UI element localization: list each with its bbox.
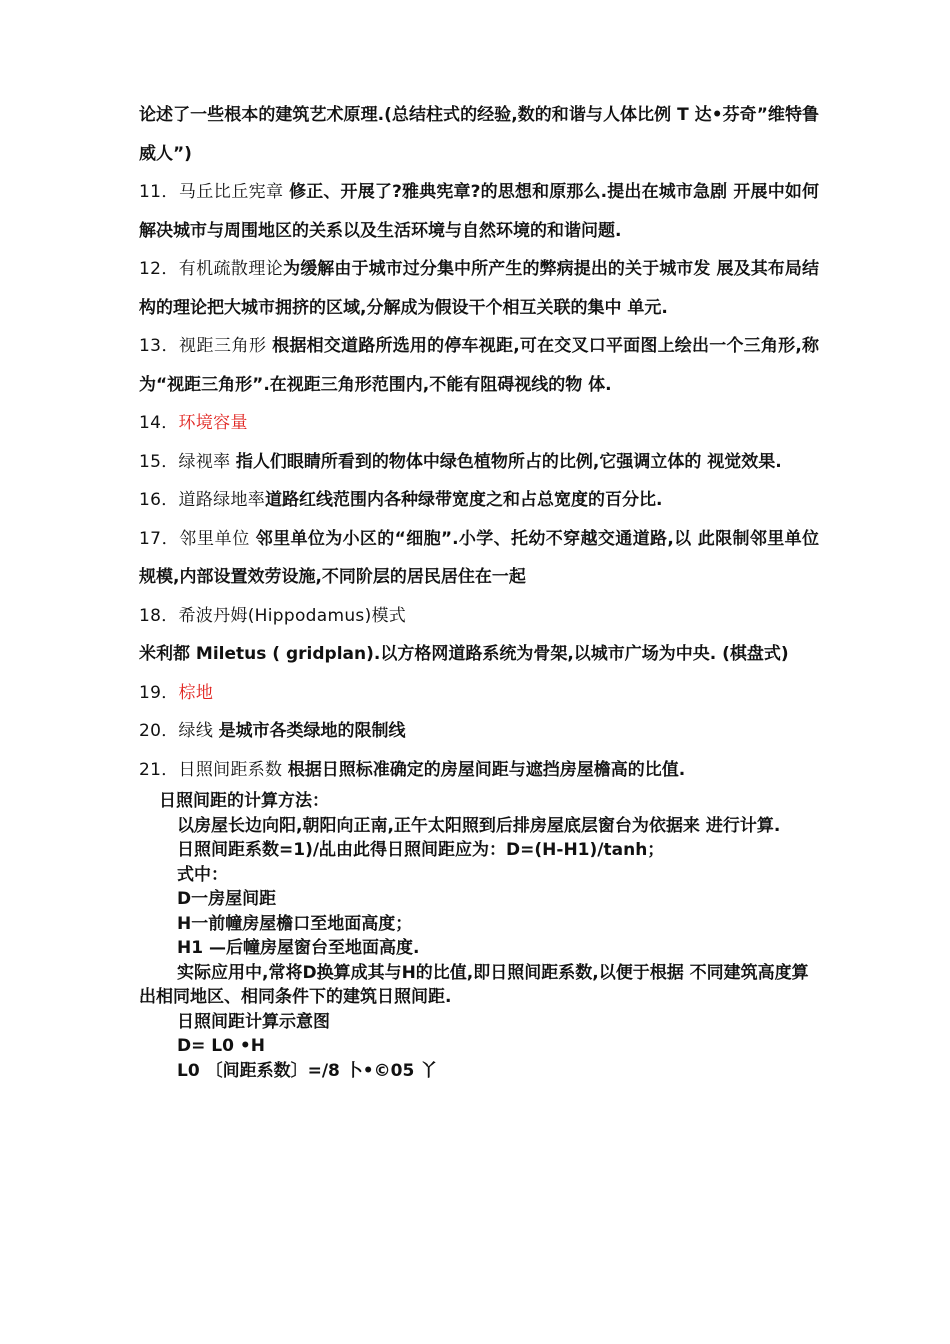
entry-number: 18 xyxy=(139,605,162,626)
entry-definition: 是城市各类绿地的限制线 xyxy=(218,721,406,741)
entry-term: 有机疏散理论 xyxy=(178,259,284,279)
entry-definition: 根据相交道路所选用的停车视距,可在交叉口平面图上绘出一个三角形,称为“视距三角形”.在视距三角形范围内,不能有阻碍视线的物 体. xyxy=(139,336,819,395)
entry-number: 21 xyxy=(139,759,162,780)
entry-number: 15 xyxy=(139,451,162,472)
entry-number: 16 xyxy=(139,490,162,510)
calc-paragraph-2: 实际应用中,常将D换算成其与H的比值,即日照间距系数,以便于根据 不同建筑高度算出相同地区、相同条件下的建筑日照间距. xyxy=(139,962,809,1007)
calc-where: 式中： xyxy=(177,864,228,885)
entry-number: 12 xyxy=(139,259,162,279)
entry-number: 17 xyxy=(139,528,162,549)
entry-19-brownfield: 19．棕地 xyxy=(139,682,214,703)
entry-16-road-green-ratio: 16．道路绿地率道路红线范围内各种绿带宽度之和占总宽度的百分比. xyxy=(139,490,663,510)
entry-term: 邻里单位 xyxy=(179,528,250,549)
entry-20-green-line: 20．绿线 是城市各类绿地的限制线 xyxy=(139,721,406,741)
entry-14-environmental-capacity: 14．环境容量 xyxy=(139,413,248,433)
calc-equation-2: L0 〔间距系数〕=/8 卜•©05 丫 xyxy=(177,1060,438,1081)
entry-term: 视距三角形 xyxy=(178,336,267,356)
entry-definition: 根据日照标准确定的房屋间距与遮挡房屋檐高的比值. xyxy=(287,759,686,780)
entry-18-miletus-description xyxy=(139,635,819,674)
entry-number: 19 xyxy=(139,682,162,703)
calc-def-d: D一房屋间距 xyxy=(177,889,277,909)
calc-paragraph-1: 以房屋长边向阳,朝阳向正南,正午太阳照到后排房屋底层窗台为依据来 进行计算. xyxy=(177,815,781,836)
entry-21-sunlight-spacing-coefficient: 21．日照间距系数 根据日照标准确定的房屋间距与遮挡房屋檐高的比值. xyxy=(139,759,686,780)
entry-definition: 道路红线范围内各种绿带宽度之和占总宽度的百分比. xyxy=(265,490,663,510)
document-body xyxy=(139,96,819,1083)
entry-number: 14 xyxy=(139,413,162,433)
entry-definition: 指人们眼睛所看到的物体中绿色植物所占的比例,它强调立体的 视觉效果. xyxy=(235,451,782,472)
entry-15-green-view-ratio: 15．绿视率 指人们眼睛所看到的物体中绿色植物所占的比例,它强调立体的 视觉效果. xyxy=(139,451,782,472)
entry-13-sight-triangle: 13．视距三角形 根据相交道路所选用的停车视距,可在交叉口平面图上绘出一个三角形,称为“视距三角形”.在视距三角形范围内,不能有阻碍视线的物 体. xyxy=(139,336,819,395)
entry-11-machu-picchu-charter: 11．马丘比丘宪章 修正、开展了?雅典宪章?的思想和原那么.提出在城市急剧 开展中如何 解决城市与周围地区的关系以及生活环境与自然环境的和谐问题. xyxy=(139,182,819,241)
entry-number: 20 xyxy=(139,721,162,741)
calc-formula: 日照间距系数=1)/乩由此得日照间距应为：D=(H-H1)/tanh； xyxy=(177,840,665,860)
entry-term: 希波丹姆(Hippodamus)模式 xyxy=(178,605,407,626)
entry-term: 绿视率 xyxy=(178,451,231,472)
entry-definition: 米利都 Miletus ( gridplan).以方格网道路系统为骨架,以城市广场为中央. (棋盘式) xyxy=(139,644,789,664)
entry-12-organic-decentralization: 12．有机疏散理论为缓解由于城市过分集中所产生的弊病提出的关于城市发 展及其布局结构的理论把大城市拥挤的区域,分解成为假设干个相互关联的集中 单元. xyxy=(139,259,819,318)
entry-term: 棕地 xyxy=(178,682,214,703)
entry-term: 日照间距系数 xyxy=(178,759,283,780)
entry-10-continuation xyxy=(139,96,819,173)
entry-term: 环境容量 xyxy=(178,413,248,433)
entry-definition: 邻里单位为小区的“细胞”.小学、托幼不穿越交通道路,以 此限制邻里单位规模,内部设置效劳设施,不同阶层的居民居住在一起 xyxy=(139,528,820,587)
calc-equation-1: D= L0 •H xyxy=(177,1036,265,1056)
entry-term: 马丘比丘宪章 xyxy=(178,182,284,202)
calc-def-h1: H1 —后幢房屋窗台至地面高度. xyxy=(177,938,420,958)
calc-diagram-caption: 日照间距计算示意图 xyxy=(177,1011,330,1032)
calc-def-h: H一前幢房屋檐口至地面高度； xyxy=(177,913,413,934)
entry-number: 13 xyxy=(139,336,162,356)
entry-number: 11 xyxy=(139,182,162,202)
entry-term: 道路绿地率 xyxy=(178,490,266,510)
entry-definition: 为缓解由于城市过分集中所产生的弊病提出的关于城市发 展及其布局结构的理论把大城市拥挤的区域,分解成为假设干个相互关联的集中 单元. xyxy=(139,259,819,318)
entry-definition: 论述了一些根本的建筑艺术原理.(总结柱式的经验,数的和谐与人体比例 T 达•芬奇”维特鲁威人”) xyxy=(139,105,819,164)
entry-term: 绿线 xyxy=(178,721,214,741)
entry-18-hippodamus-model: 18．希波丹姆(Hippodamus)模式 xyxy=(139,605,407,626)
sunlight-calculation-section xyxy=(139,789,819,1083)
entry-definition: 修正、开展了?雅典宪章?的思想和原那么.提出在城市急剧 开展中如何 解决城市与周围地区的关系以及生活环境与自然环境的和谐问题. xyxy=(139,182,819,241)
entry-17-neighborhood-unit: 17．邻里单位 邻里单位为小区的“细胞”.小学、托幼不穿越交通道路,以 此限制邻里单位规模,内部设置效劳设施,不同阶层的居民居住在一起 xyxy=(139,528,820,587)
calc-heading: 日照间距的计算方法： xyxy=(159,791,329,811)
